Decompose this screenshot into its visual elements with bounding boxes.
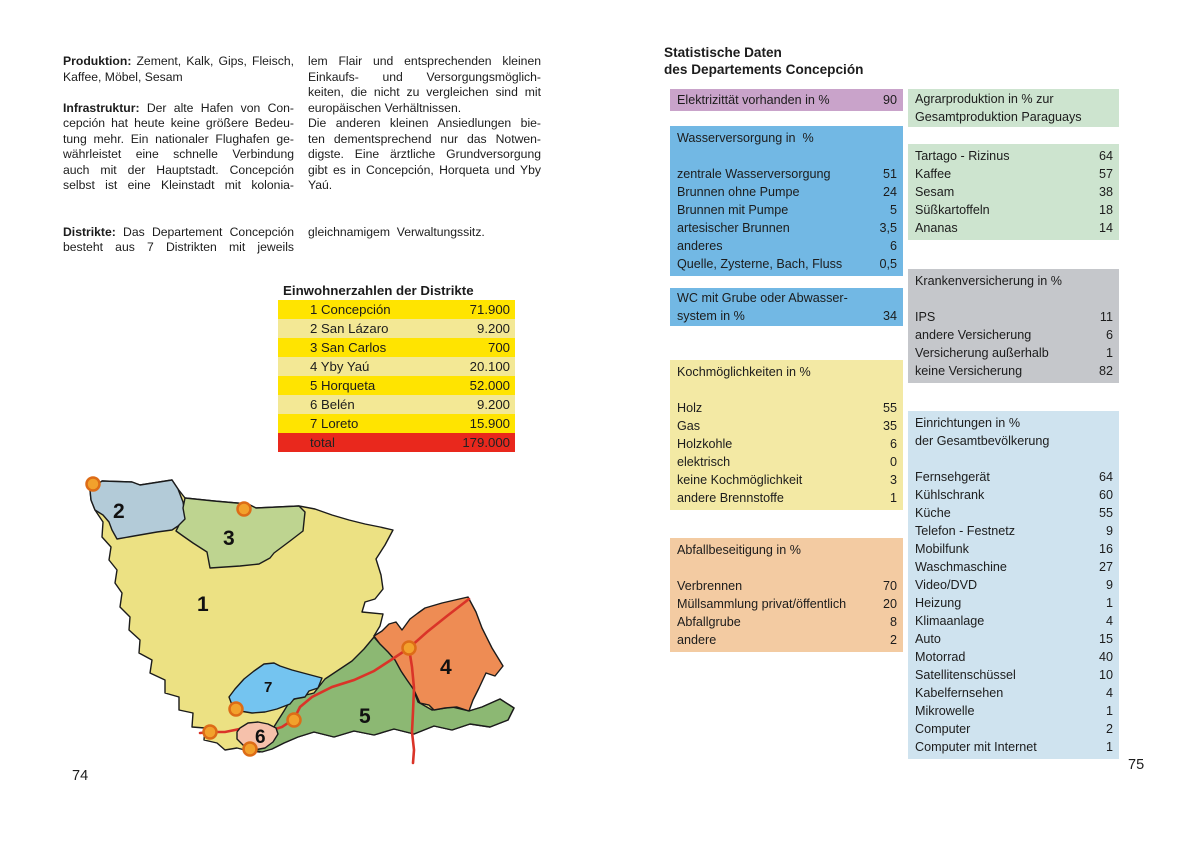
stat-row [915,612,1113,630]
text-column-right [308,54,541,240]
stat-row [915,183,1113,201]
stat-value: 55 [1098,506,1113,520]
stat-row [915,576,1113,594]
stat-block-cooking [670,360,903,510]
text-line: besteht aus 7 Distrikten mit jeweils [63,240,294,254]
stat-label: Verbrennen [677,579,743,593]
page-number-74: 74 [72,768,89,784]
stat-row [677,237,897,255]
stat-label: Waschmaschine [915,560,1007,574]
stat-value: 18 [1098,203,1113,217]
stat-label: Satellitenschüssel [915,668,1016,682]
stat-value: 57 [1098,167,1113,181]
stat-value: 15 [1098,632,1113,646]
stat-value: 82 [1098,364,1113,378]
stat-label: Brunnen ohne Pumpe [677,185,800,199]
stat-row [677,489,897,507]
stats-title [664,44,863,78]
stat-row [677,92,897,109]
stat-block-title: Gesamtproduktion Paraguays [915,110,1082,124]
stat-rows [677,399,897,507]
stat-value: 52.000 [469,378,510,393]
stat-value: 6 [889,239,897,253]
text-line: europäischen Verhältnissen. [308,100,462,115]
stat-row [677,453,897,471]
stat-block-electricity [670,89,903,111]
stat-value: 9.200 [476,397,510,412]
stat-label: Computer mit Internet [915,740,1037,754]
concepcion-district-map [62,460,542,780]
stat-row [915,738,1113,756]
text-line: gibt es in Concepción, Horqueta und Yby [308,162,541,177]
stat-label: Mobilfunk [915,542,969,556]
spacer [677,381,897,399]
stat-value: 20.100 [469,359,510,374]
stat-label: Elektrizittät vorhanden in % [677,93,830,107]
map-town-dot [230,703,243,716]
stat-label: Versicherung außerhalb [915,346,1049,360]
stat-value: 55 [882,401,897,415]
stat-value: 700 [487,340,510,355]
blank-line [308,194,541,210]
stat-block-title: Einrichtungen in % [915,416,1021,430]
stat-value: 4 [1105,614,1113,628]
stat-label: 5 Horqueta [310,378,376,393]
text-line: cepción hat heute keine größere Bedeu- [63,116,294,130]
stat-row [915,666,1113,684]
stat-block-agriculture [908,144,1119,240]
text-line: Infrastruktur: Der alte Hafen von Con- [63,100,294,115]
map-town-dot [87,478,100,491]
stat-row [915,326,1113,344]
text-line: Distrikte: Das Departement Concepción [63,224,294,239]
stat-label: Sesam [915,185,955,199]
stat-label: Kaffee [915,167,952,181]
stat-row [915,540,1113,558]
text-line: Die anderen kleinen Ansiedlungen bie- [308,116,541,130]
stat-row [915,201,1113,219]
stat-value: 0 [889,455,897,469]
stat-row [915,344,1113,362]
blank-line [308,209,541,225]
map-town-dot [403,642,416,655]
text-line: auch mit der Hauptstadt. Concepción [63,162,294,177]
stat-label: Küche [915,506,951,520]
stat-label: 1 Concepción [310,302,391,317]
stat-row [915,308,1113,326]
stat-value: 6 [1105,328,1113,342]
text-line: tung mehr. Ein nationaler Flughafen ge- [63,131,294,146]
stat-block-title: Wasserversorgung in % [677,131,814,145]
stat-value: 27 [1098,560,1113,574]
blank-line [63,194,294,210]
blank-line [63,209,294,225]
stat-row [677,219,897,237]
stat-block-toilet [670,288,903,326]
stat-value: 4 [1105,686,1113,700]
stat-value: 64 [1098,149,1113,163]
stat-value: 1 [1105,704,1113,718]
map-label-district-3: 3 [223,527,235,550]
stat-label: Computer [915,722,971,736]
stat-block-waste-disposal [670,538,903,652]
map-label-district-5: 5 [359,705,371,728]
stat-row [915,648,1113,666]
stats-title-line-1: Statistische Daten [664,45,782,60]
stat-row [677,613,897,631]
stat-value: 15.900 [469,416,510,431]
stat-value: 3,5 [879,221,897,235]
stat-row [278,414,515,433]
stat-row [677,201,897,219]
stat-value: 14 [1098,221,1113,235]
stat-row [677,255,897,273]
stat-block-title: Abfallbeseitigung in % [677,543,801,557]
text-line: selbst ist eine Kleinstadt mit kolonia- [63,178,294,192]
stat-value: 5 [889,203,897,217]
stat-label: Video/DVD [915,578,978,592]
blank-line [63,85,294,101]
stat-label: Mikrowelle [915,704,975,718]
stat-label: Quelle, Zysterne, Bach, Fluss [677,257,843,271]
stat-row [915,630,1113,648]
stat-label: Kabelfernsehen [915,686,1004,700]
stat-label: Abfallgrube [677,615,741,629]
stat-value: 34 [882,309,897,323]
district-table-rows [278,300,515,433]
stat-value: 3 [889,473,897,487]
text-line: ten dementsprechend nur das Notwen- [308,131,541,146]
stat-label: Klimaanlage [915,614,985,628]
stat-row [915,486,1113,504]
map-label-district-4: 4 [440,656,452,679]
stat-label: 4 Yby Yaú [310,359,370,374]
stat-value: 2 [1105,722,1113,736]
stat-label: 7 Loreto [310,416,359,431]
stat-row [677,183,897,201]
spacer [915,290,1113,308]
stat-row [915,684,1113,702]
stat-rows [915,468,1113,756]
district-table-title: Einwohnerzahlen der Distrikte [283,283,474,298]
stat-row [915,522,1113,540]
stat-value: 51 [882,167,897,181]
stat-row [915,702,1113,720]
stat-rows [677,577,897,649]
stat-row [677,435,897,453]
text-line: digste. Eine ärztliche Grundversorgung [308,147,541,161]
stat-value: 1 [1105,346,1113,360]
map-label-district-6: 6 [255,727,266,748]
text-line: Yaú. [308,178,333,192]
stat-row [677,577,897,595]
stat-row [677,631,897,649]
stat-value: 2 [889,633,897,647]
stat-row [915,468,1113,486]
stat-row [278,319,515,338]
stat-value: 20 [882,597,897,611]
stat-label: system in % [677,309,745,323]
stat-label: Holzkohle [677,437,733,451]
district-total-row [278,433,515,452]
stat-label: Heizung [915,596,962,610]
stat-value: 71.900 [469,302,510,317]
stat-label: Fernsehgerät [915,470,990,484]
stat-label: Müllsammlung privat/öffentlich [677,597,847,611]
stat-label: Telefon - Festnetz [915,524,1016,538]
stat-row [915,504,1113,522]
text-line: Kaffee, Möbel, Sesam [63,69,183,84]
stat-value: 0,5 [879,257,897,271]
spacer [677,559,897,577]
stat-row [915,219,1113,237]
stat-value: 24 [882,185,897,199]
stat-row [915,362,1113,380]
stat-value: 8 [889,615,897,629]
stat-value: 64 [1098,470,1113,484]
text-line: Produktion: Zement, Kalk, Gips, Fleisch, [63,54,294,68]
stat-label: 6 Belén [310,397,355,412]
spacer [915,450,1113,468]
stat-row [278,395,515,414]
stat-label: artesischer Brunnen [677,221,790,235]
stat-row [677,165,897,183]
stat-label: elektrisch [677,455,731,469]
stat-block-title: WC mit Grube oder Abwasser- [677,291,848,305]
stat-block-water-supply [670,126,903,276]
stat-value: 16 [1098,542,1113,556]
stat-label: IPS [915,310,936,324]
stat-row [677,417,897,435]
stat-rows [915,308,1113,380]
stat-row [677,399,897,417]
stat-row [915,165,1113,183]
stat-label: Holz [677,401,703,415]
stat-block-title: Krankenversicherung in % [915,274,1063,288]
stat-value: 38 [1098,185,1113,199]
stat-label: andere Brennstoffe [677,491,784,505]
stat-value: 9 [1105,578,1113,592]
district-population-table [278,300,515,452]
stat-value: 9 [1105,524,1113,538]
stat-label: keine Versicherung [915,364,1023,378]
page-number-75: 75 [1128,757,1145,773]
stat-value: 60 [1098,488,1113,502]
stat-label: 2 San Lázaro [310,321,389,336]
stat-label: Brunnen mit Pumpe [677,203,789,217]
text-line: lem Flair und entsprechenden kleinen [308,54,541,68]
stat-block-household-equipment [908,411,1119,759]
stat-value: 90 [882,93,897,107]
stat-label: Auto [915,632,941,646]
stat-row [278,300,515,319]
stat-row [278,357,515,376]
stat-label: Tartago - Rizinus [915,149,1010,163]
stat-row [915,558,1113,576]
stat-block-title: der Gesamtbevölkerung [915,434,1050,448]
stat-block-title: Agrarproduktion in % zur [915,92,1054,106]
stat-rows [915,147,1113,237]
stat-label: andere [677,633,717,647]
map-town-dot [204,726,217,739]
map-town-dot [288,714,301,727]
map-label-district-7: 7 [264,679,273,696]
stat-value: 11 [1099,310,1113,324]
stat-row [677,595,897,613]
stat-value: 1 [1105,740,1113,754]
stat-block-title: Kochmöglichkeiten in % [677,365,811,379]
text-line: gleichnamigem Verwaltungssitz. [308,224,485,239]
stat-row [915,720,1113,738]
stat-value: 10 [1098,668,1113,682]
stat-row [915,147,1113,165]
map-label-district-1: 1 [197,593,209,616]
stat-label: zentrale Wasserversorgung [677,167,831,181]
text-line: keiten, die nicht zu vergleichen sind mit [308,85,541,99]
stat-label: anderes [677,239,723,253]
stat-label: Gas [677,419,701,433]
text-line: währleistet eine schnelle Verbindung [63,147,294,161]
stat-value: 35 [882,419,897,433]
stat-rows [677,165,897,273]
district-total-label: total [310,435,335,450]
stat-value: 1 [1105,596,1113,610]
stat-label: Motorrad [915,650,966,664]
stat-value: 70 [882,579,897,593]
district-total-value: 179.000 [462,435,510,450]
map-label-district-2: 2 [113,500,125,523]
stat-value: 6 [889,437,897,451]
stat-value: 1 [889,491,897,505]
map-town-dot [238,503,251,516]
stats-title-line-2: des Departements Concepción [664,62,864,77]
stat-label: Ananas [915,221,958,235]
stat-block-health-insurance [908,269,1119,383]
stat-label: Kühlschrank [915,488,985,502]
stat-row [278,376,515,395]
stat-label: keine Kochmöglichkeit [677,473,803,487]
text-column-left [63,54,294,256]
stat-value: 9.200 [476,321,510,336]
text-line: Einkaufs- und Versorgungsmöglich- [308,69,541,84]
stat-row [677,471,897,489]
stat-value: 40 [1098,650,1113,664]
stat-row [278,338,515,357]
stat-label: andere Versicherung [915,328,1032,342]
stat-label: Süßkartoffeln [915,203,990,217]
stat-row [915,594,1113,612]
stat-row [677,307,897,325]
stat-label: 3 San Carlos [310,340,387,355]
stat-block-agriculture-header [908,89,1119,127]
spacer [677,147,897,165]
